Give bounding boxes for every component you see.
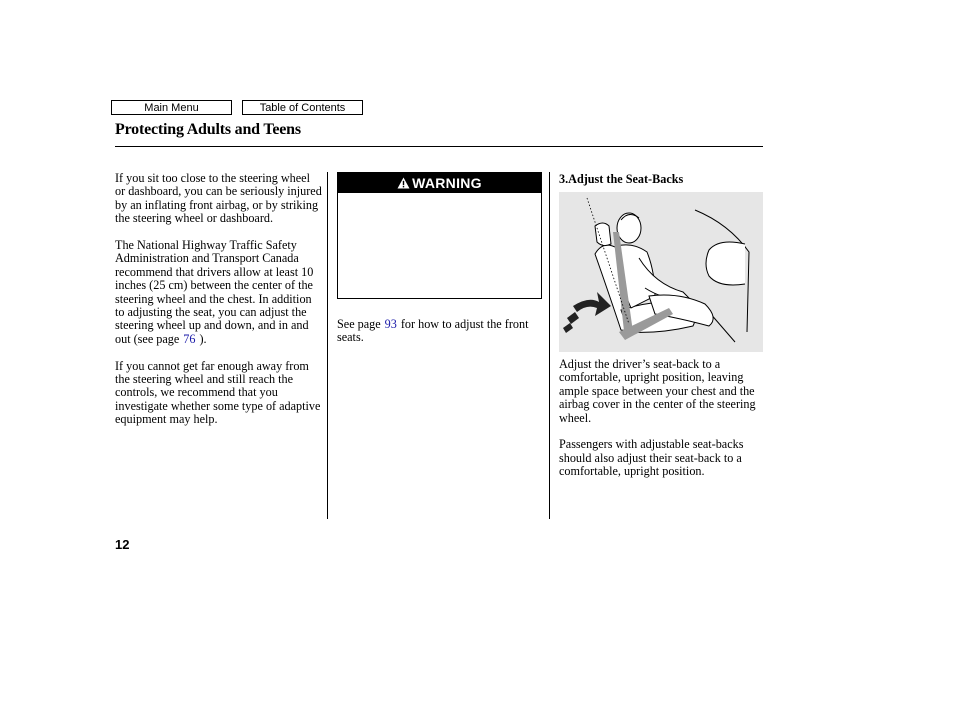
middle-column — [337, 318, 542, 358]
paragraph-passenger-seats: Passengers with adjustable seat-backs should also adjust their seat-back to a comfortable, upright position. — [559, 437, 744, 479]
column-divider — [327, 172, 328, 519]
seat-back-adjustment-illustration — [559, 192, 763, 352]
table-of-contents-button[interactable]: Table of Contents — [242, 100, 363, 115]
paragraph-text-end: for how to adjust the front seats. — [337, 317, 529, 345]
paragraph-adjust-driver-seat: Adjust the driver’s seat-back to a comfortable, upright position, leaving ample space between your chest and the airbag cover in the center of the steering wheel. — [559, 357, 756, 425]
header-rule — [115, 146, 763, 147]
right-column — [559, 358, 759, 492]
page-93-link[interactable]: 93 — [384, 317, 397, 331]
warning-box — [337, 172, 542, 299]
section-heading: 3.Adjust the Seat-Backs — [559, 172, 684, 186]
warning-label: WARNING — [412, 175, 482, 191]
warning-header — [338, 173, 541, 193]
page-76-link[interactable]: 76 — [183, 331, 196, 346]
paragraph-sitting-distance: If you sit too close to the steering wheel or dashboard, you can be seriously injured by an inflating front airbag, or by striking the steering wheel or dashboard. — [115, 171, 322, 226]
left-column — [115, 172, 323, 440]
warning-triangle-icon — [397, 177, 410, 189]
main-menu-button[interactable]: Main Menu — [111, 100, 232, 115]
paragraph-adaptive-equipment: If you cannot get far enough away from the steering wheel and still reach the controls, we recommend that you investigate whether some type of adaptive equipment may help. — [115, 358, 321, 427]
page-title: Protecting Adults and Teens — [115, 121, 301, 138]
paragraph-nhtsa-recommendation — [115, 239, 323, 346]
column-divider — [549, 172, 550, 519]
page-number: 12 — [115, 537, 130, 552]
seat-back-illustration — [559, 192, 763, 352]
paragraph-text: The National Highway Traffic Safety Administration and Transport Canada recommend that drivers allow at least 10 inches (25 cm) between the center of the steering wheel and the chest. In addition to adjusting the seat, you can adjust the steering wheel up and down, and in and out (see page — [115, 238, 314, 346]
paragraph-text: See page — [337, 317, 381, 331]
paragraph-see-page — [337, 318, 542, 345]
paragraph-text-end: ). — [199, 331, 207, 346]
